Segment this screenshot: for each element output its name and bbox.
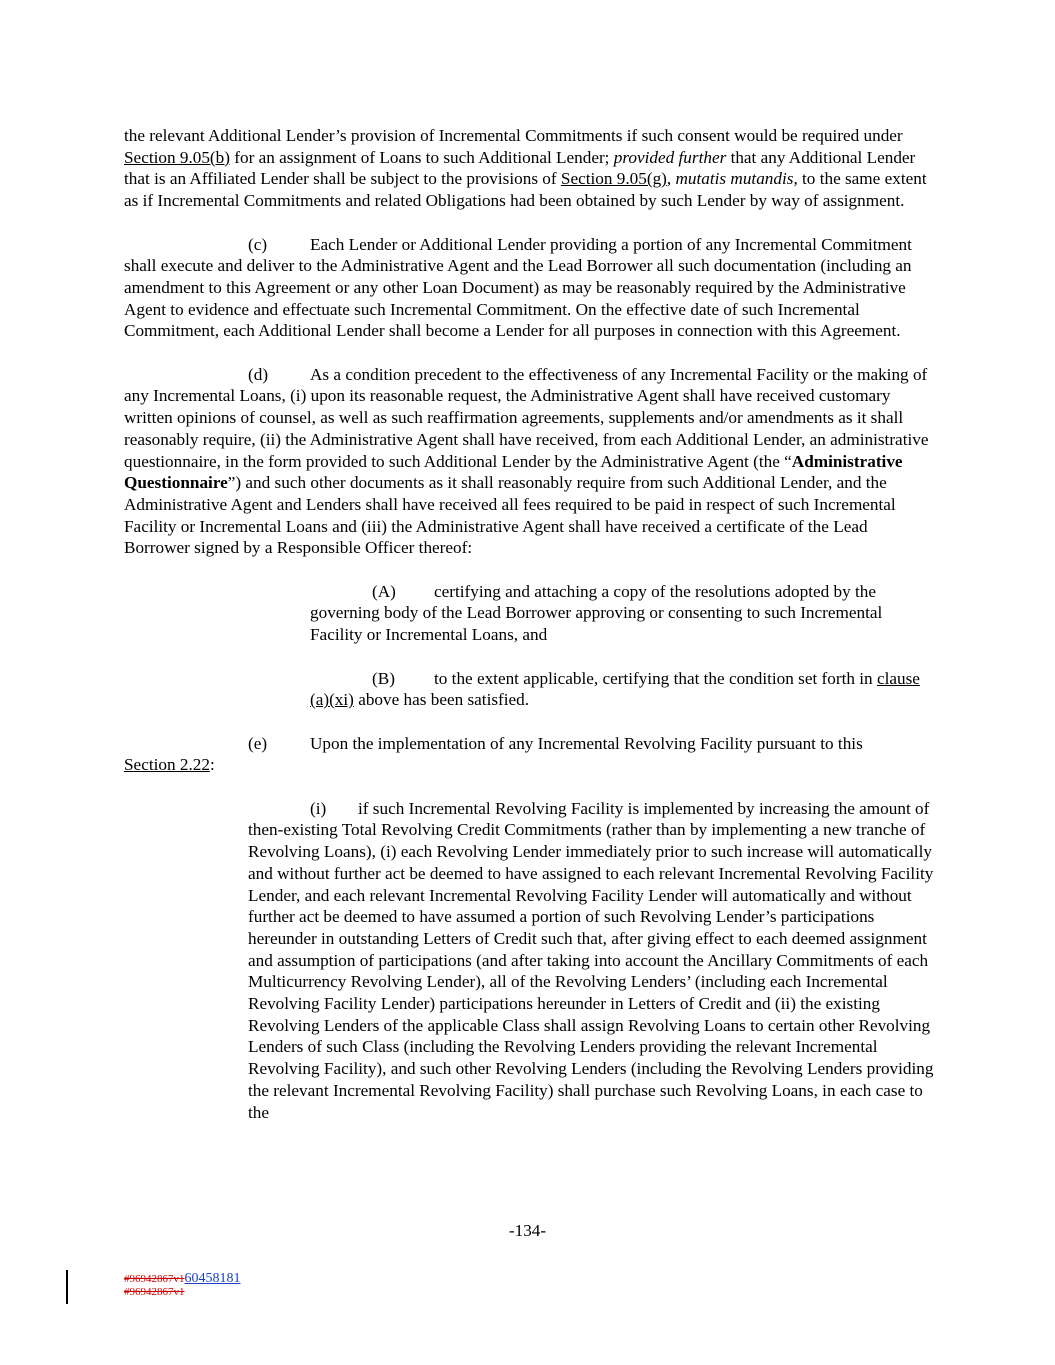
- page-number: -134-: [508, 1221, 547, 1240]
- subclause-label: (B): [372, 668, 395, 688]
- document-footer: [124, 1272, 241, 1299]
- inserted-doc-id: 60458181: [184, 1271, 241, 1286]
- clause-ref-link: clause (a)(xi): [310, 668, 920, 710]
- paragraph-c: (c) Each Lender or Additional Lender providing a portion of any Incremental Commitment shall execute and deliver to the Administrative Agent and the Lead Borrower all such documentation (including an amendment to this Agreement or any other Loan Document) as may be reasonably required by the Administrative Agent to evidence and effectuate such Incremental Commitment. On the effective date of such Incremental Commitment, each Additional Lender shall become a Lender for all purposes in connection with this Agreement.: [124, 234, 912, 341]
- subclause-b: (B) to the extent applicable, certifying that the condition set forth in clause (a)(xi) above has been satisfied.: [310, 668, 920, 710]
- subclause-label: (A): [372, 581, 396, 601]
- deleted-doc-id: #96942867v1: [124, 1273, 185, 1285]
- continuation-paragraph: the relevant Additional Lender’s provision of Incremental Commitments if such consent would be required under Section 9.05(b) for an assignment of Loans to such Additional Lender; provided further that any Additional Lender that is an Affiliated Lender shall be subject to the provisions of Section 9.05(g), mutatis mutandis, to the same extent as if Incremental Commitments and related Obligations had been obtained by such Lender by way of assignment.: [124, 126, 927, 211]
- paragraph-label: (c): [248, 234, 268, 254]
- section-ref-link: Section 9.05(g): [560, 169, 667, 189]
- defined-term: Administrative Questionnaire: [124, 451, 903, 493]
- mutatis-mutandis-term: mutatis mutandis: [675, 169, 794, 189]
- paragraph-i: (i) if such Incremental Revolving Facility is implemented by increasing the amount of then-existing Total Revolving Credit Commitments (rather than by implementing a new tranche of Revolving Loans), (i) each Revolving Lender immediately prior to such increase will automatically and without further act be deemed to have assigned to each relevant Incremental Revolving Facility Lender, and each relevant Incremental Revolving Facility Lender will automatically and without further act be deemed to have assumed a portion of such Revolving Lender’s participations hereunder in outstanding Letters of Credit such that, after giving effect to each deemed assignment and assumption of participations (and after taking into account the Ancillary Commitments of each Multicurrency Revolving Lender), all of the Revolving Lenders’ (including each Incremental Revolving Facility Lender) participations hereunder in Letters of Credit and (ii) the existing Revolving Lenders of the applicable Class shall assign Revolving Loans to certain other Revolving Lenders of such Class (including the Revolving Lenders providing the relevant Incremental Revolving Facility), and such other Revolving Lenders (including the Revolving Lenders providing the relevant Incremental Revolving Facility) shall purchase such Revolving Loans, in each case to the: [248, 798, 934, 1122]
- change-bar: [66, 1270, 68, 1304]
- provided-further-term: provided further: [613, 147, 727, 167]
- paragraph-label: (i): [310, 798, 327, 818]
- paragraph-label: (e): [248, 733, 268, 753]
- paragraph-e: (e) Upon the implementation of any Incremental Revolving Facility pursuant to this Section 2.22:: [124, 733, 863, 775]
- subclause-a: (A) certifying and attaching a copy of the resolutions adopted by the governing body of the Lead Borrower approving or consenting to such Incremental Facility or Incremental Loans, and: [310, 581, 883, 645]
- paragraph-label: (d): [248, 364, 269, 384]
- paragraph-d: (d) As a condition precedent to the effectiveness of any Incremental Facility or the making of any Incremental Loans, (i) upon its reasonable request, the Administrative Agent shall have received customary written opinions of counsel, as well as such reaffirmation agreements, supplements and/or amendments as it shall reasonably require, (ii) the Administrative Agent shall have received, from each Additional Lender, an administrative questionnaire, in the form provided to such Additional Lender by the Administrative Agent (the “Administrative Questionnaire”) and such other documents as it shall reasonably require from such Additional Lender, and the Administrative Agent and Lenders shall have received all fees required to be paid in respect of such Incremental Facility or Incremental Loans and (iii) the Administrative Agent shall have received a certificate of the Lead Borrower signed by a Responsible Officer thereof:: [124, 364, 929, 558]
- section-ref-link: Section 9.05(b): [124, 147, 230, 167]
- deleted-doc-id: #96942867v1: [124, 1286, 185, 1298]
- section-ref-link: Section 2.22: [124, 755, 210, 775]
- document-body: [124, 125, 934, 1123]
